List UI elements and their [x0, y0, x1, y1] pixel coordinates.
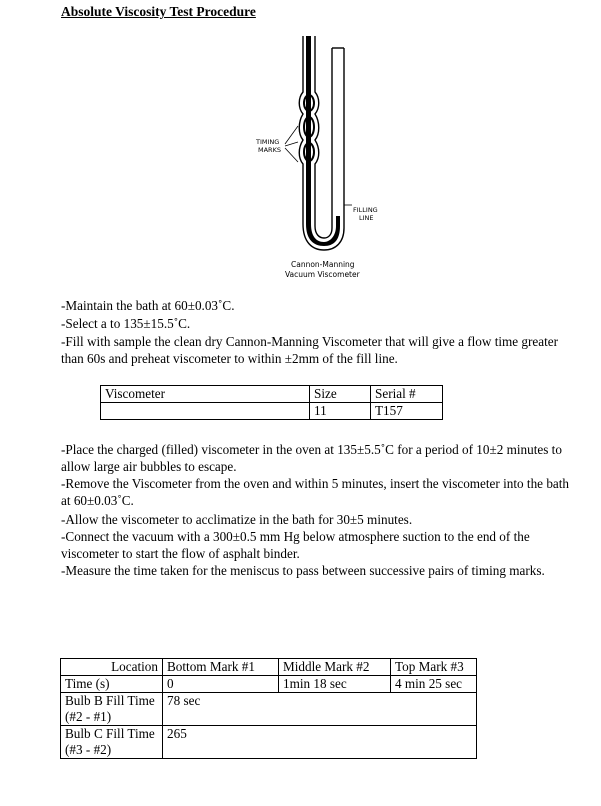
diagram-caption: Cannon-Manning	[291, 260, 355, 269]
step: -Allow the viscometer to acclimatize in the bath for 30±5 minutes.	[61, 512, 413, 527]
diagram-caption: Vacuum Viscometer	[285, 270, 360, 279]
table-cell: Bulb C Fill Time (#3 - #2)	[61, 726, 163, 759]
table-header: Viscometer	[101, 386, 310, 403]
procedure-steps-2	[61, 441, 581, 579]
timing-label: TIMING	[256, 138, 280, 146]
table-header: Serial #	[371, 386, 443, 403]
filling-label: LINE	[359, 214, 374, 222]
table-cell: Bulb B Fill Time (#2 - #1)	[61, 693, 163, 726]
page-title: Absolute Viscosity Test Procedure	[61, 4, 256, 19]
filling-label: FILLING	[353, 206, 378, 214]
timing-label: MARKS	[258, 146, 281, 154]
table-header: Location	[61, 659, 163, 676]
step: -Select a to 135±15.5˚C.	[61, 316, 191, 331]
step: -Measure the time taken for the meniscus to pass between successive pairs of timing marks.	[61, 563, 545, 578]
step: -Fill with sample the clean dry Cannon-Manning Viscometer that will give a flow time greater than 60s and preheat viscometer to within ±2mm of the fill line.	[61, 334, 559, 366]
table-cell: T157	[371, 403, 443, 420]
table-cell	[101, 403, 310, 420]
step: -Maintain the bath at 60±0.03˚C.	[61, 298, 235, 313]
table-cell: Time (s)	[61, 676, 163, 693]
table-cell: 1min 18 sec	[279, 676, 391, 693]
viscometer-diagram	[240, 30, 400, 285]
step: -Place the charged (filled) viscometer in the oven at 135±5.5˚C for a period of 10±2 minutes to allow large air bubbles to escape.	[61, 442, 562, 474]
table-cell: 0	[163, 676, 279, 693]
step: -Remove the Viscometer from the oven and within 5 minutes, insert the viscometer into the bath at 60±0.03˚C.	[61, 476, 570, 508]
table-cell: 4 min 25 sec	[391, 676, 477, 693]
table-cell: 265	[163, 726, 477, 759]
table-cell: 78 sec	[163, 693, 477, 726]
step: -Connect the vacuum with a 300±0.5 mm Hg below atmosphere suction to the end of the viscometer to start the flow of asphalt binder.	[61, 529, 530, 561]
timing-table	[60, 658, 477, 759]
table-cell: 11	[310, 403, 371, 420]
table-header: Top Mark #3	[391, 659, 477, 676]
table-header: Size	[310, 386, 371, 403]
procedure-steps-1	[61, 297, 581, 367]
table-header: Middle Mark #2	[279, 659, 391, 676]
table-header: Bottom Mark #1	[163, 659, 279, 676]
viscometer-table	[100, 385, 443, 420]
